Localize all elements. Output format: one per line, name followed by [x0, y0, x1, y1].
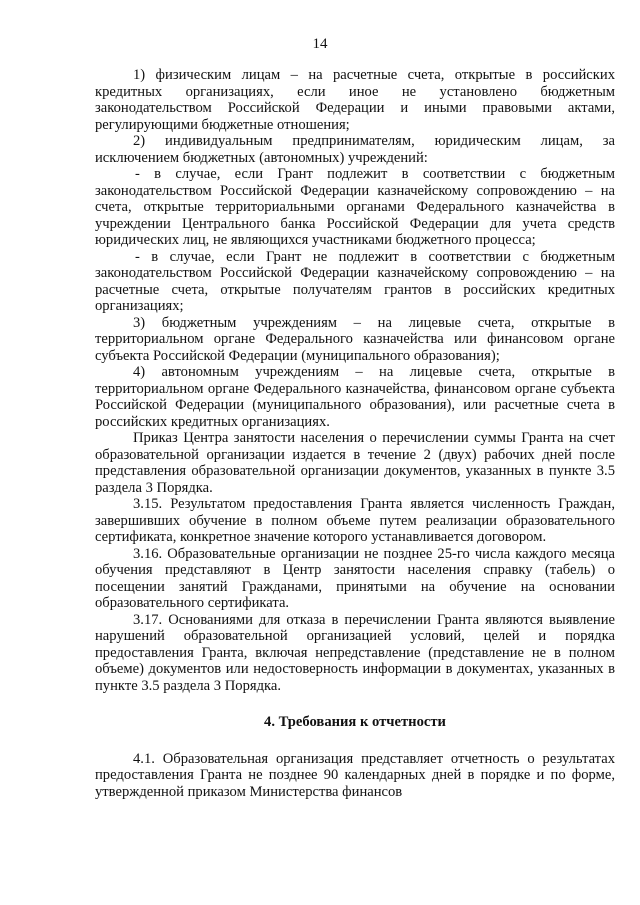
paragraph-treasury-support: - в случае, если Грант подлежит в соответствии с бюджетным законодательством Российской Федерации казначейскому сопровождению – на счета, открытые территориальными органами Федерального казначейства в учреждении Центрального банка Российской Федерации для учета средств юридических лиц, не являющихся участниками бюджетного процесса; — [95, 166, 615, 248]
paragraph-4-1: 4.1. Образовательная организация представляет отчетность о результатах предоставления Гранта не позднее 90 календарных дней в порядке и по форме, утвержденной приказом Министерства финансов — [95, 750, 615, 800]
paragraph-order: Приказ Центра занятости населения о перечислении суммы Гранта на счет образовательной организации издается в течение 2 (двух) рабочих дней после представления образовательной организации документов, указанных в пункте 3.5 раздела 3 Порядка. — [95, 430, 615, 496]
document-body — [95, 67, 615, 800]
paragraph-autonomous-institutions: 4) автономным учреждениям – на лицевые счета, открытые в территориальном органе Федерального казначейства, финансовом органе субъекта Российской Федерации (муниципального образования), или расчетные счета в российских кредитных организациях. — [95, 364, 615, 430]
paragraph-3-17: 3.17. Основаниями для отказа в перечислении Гранта являются выявление нарушений образовательной организацией условий, целей и порядка предоставления Гранта, включая непредставление (представление не в полном объеме) документов или недостоверность информации в документах, указанных в пункте 3.5 раздела 3 Порядка. — [95, 611, 615, 694]
paragraph-no-treasury-support: - в случае, если Грант не подлежит в соответствии с бюджетным законодательством Российской Федерации казначейскому сопровождению – на расчетные счета, открытые получателям грантов в российских кредитных организациях; — [95, 248, 615, 314]
paragraph-3-16: 3.16. Образовательные организации не позднее 25-го числа каждого месяца обучения представляют в Центр занятости населения справку (табель) о посещении занятий Гражданами, принятыми на обучение на основании образовательного сертификата. — [95, 545, 615, 611]
page-number: 14 — [312, 36, 328, 52]
section-heading: 4. Требования к отчетности — [264, 714, 446, 730]
paragraph-3-15: 3.15. Результатом предоставления Гранта является численность Граждан, завершивших обучение в полном объеме путем реализации образовательного сертификата, конкретное значение которого устанавливается договором. — [95, 496, 615, 545]
paragraph-budget-institutions: 3) бюджетным учреждениям – на лицевые счета, открытые в территориальном органе Федерального казначейства или финансовом органе субъекта Российской Федерации (муниципального образования); — [95, 314, 615, 364]
paragraph-entrepreneurs: 2) индивидуальным предпринимателям, юридическим лицам, за исключением бюджетных (автономных) учреждений: — [95, 133, 615, 166]
paragraph-individuals: 1) физическим лицам – на расчетные счета, открытые в российских кредитных организациях, если иное не установлено бюджетным законодательством Российской Федерации и иными правовыми актами, регулирующими бюджетные отношения; — [95, 67, 615, 133]
